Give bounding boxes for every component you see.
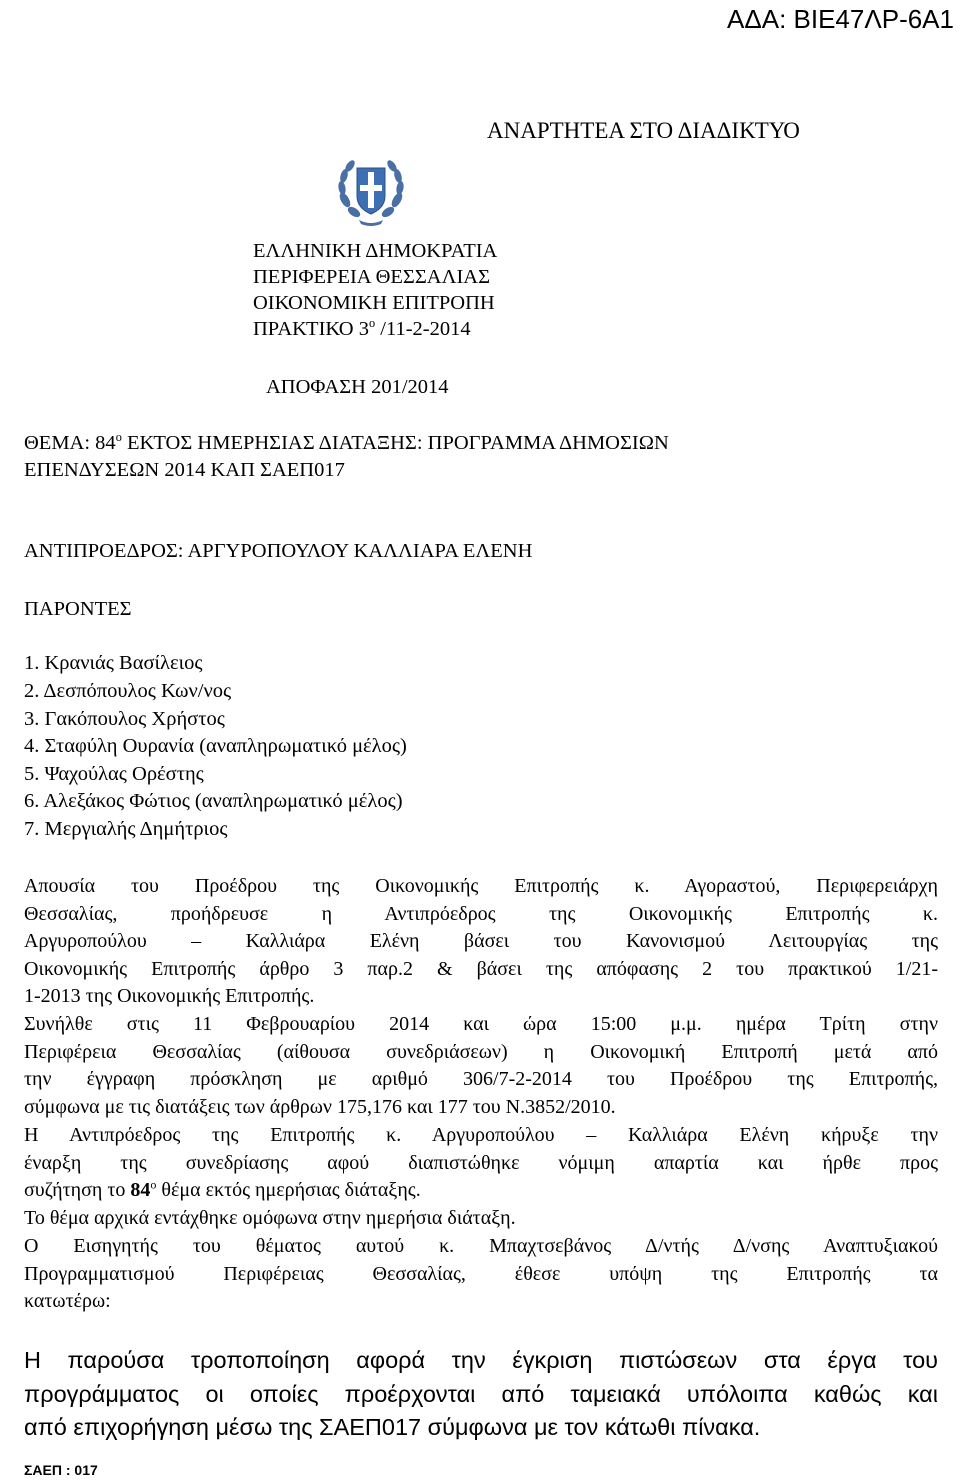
topic-ordinal: ο: [150, 1177, 157, 1192]
text-line: σύμφωνα με τις διατάξεις των άρθρων 175,176 και 177 του Ν.3852/2010.: [24, 1095, 616, 1118]
subject-prefix: ΘΕΜΑ: 84: [24, 432, 116, 454]
text-line: Οικονομικής Επιτροπής άρθρο 3 παρ.2 & βάσει της απόφασης 2 του πρακτικού 1/21-: [24, 957, 938, 980]
paragraph-meeting: [24, 1011, 938, 1121]
text-line: Το θέμα αρχικά εντάχθηκε ομόφωνα στην ημερήσια διάταξη.: [24, 1207, 516, 1229]
member-item: 1. Κρανιάς Βασίλειος: [24, 652, 203, 674]
text-line: Θεσσαλίας, προήδρευσε η Αντιπρόεδρος της Οικονομικής Επιτροπής κ.: [24, 902, 938, 925]
header-minutes: [253, 318, 471, 341]
footer-saep-code: ΣΑΕΠ : 017: [24, 1462, 98, 1478]
text-line: Συνήλθε στις 11 Φεβρουαρίου 2014 και ώρα 15:00 μ.μ. ημέρα Τρίτη στην: [24, 1013, 938, 1035]
paragraph-agenda: [24, 1205, 938, 1233]
greek-coat-of-arms-icon: [333, 152, 409, 228]
subject-line-1: [24, 432, 669, 455]
text-line: Η παρούσα τροποποίηση αφορά την έγκριση πιστώσεων στα έργα του: [24, 1347, 938, 1373]
post-online-notice: ΑΝΑΡΤΗΤΕΑ ΣΤΟ ΔΙΑΔΙΚΤΥΟ: [487, 118, 800, 143]
member-item: 7. Μεργιαλής Δημήτριος: [24, 818, 228, 840]
member-item: 6. Αλεξάκος Φώτιος (αναπληρωματικό μέλος): [24, 790, 403, 812]
text-line: την έγγραφη πρόσκληση με αριθμό 306/7-2-2014 του Προέδρου της Επιτροπής,: [24, 1068, 938, 1091]
vice-chair: ΑΝΤΙΠΡΟΕΔΡΟΣ: ΑΡΓΥΡΟΠΟΥΛΟΥ ΚΑΛΛΙΑΡΑ ΕΛΕΝΗ: [24, 540, 533, 562]
present-heading: ΠΑΡΟΝΤΕΣ: [24, 598, 132, 620]
header-region: ΠΕΡΙΦΕΡΕΙΑ ΘΕΣΣΑΛΙΑΣ: [253, 266, 491, 288]
decision-number: ΑΠΟΦΑΣΗ 201/2014: [266, 376, 449, 398]
topic-number: 84: [130, 1179, 151, 1202]
paragraph-absence: [24, 873, 938, 1011]
text-line: Προγραμματισμού Περιφέρειας Θεσσαλίας, έθεσε υπόψη της Επιτροπής τα: [24, 1262, 938, 1285]
text-line: 1-2013 της Οικονομικής Επιτροπής.: [24, 985, 315, 1008]
member-item: 5. Ψαχούλας Ορέστης: [24, 763, 204, 785]
text-line: προγράμματος οι οποίες προέρχονται από ταμειακά υπόλοιπα καθώς και: [24, 1380, 938, 1407]
subject-text: ΕΚΤΟΣ ΗΜΕΡΗΣΙΑΣ ΔΙΑΤΑΞΗΣ: ΠΡΟΓΡΑΜΜΑ ΔΗΜΟΣΙΩΝ: [121, 432, 669, 454]
text-line: Ο Εισηγητής του θέματος αυτού κ. Μπαχτσεβάνος Δ/ντής Δ/νσης Αναπτυξιακού: [24, 1235, 938, 1257]
member-item: 2. Δεσπόπουλος Κων/νος: [24, 680, 232, 702]
paragraph-rapporteur: [24, 1233, 938, 1316]
header-committee: ΟΙΚΟΝΟΜΙΚΗ ΕΠΙΤΡΟΠΗ: [253, 292, 495, 314]
minutes-date: /11-2-2014: [375, 318, 471, 340]
text-line: κατωτέρω:: [24, 1290, 111, 1313]
text-line: από επιχορήγηση μέσω της ΣΑΕΠ017 σύμφωνα με τον κάτωθι πίνακα.: [24, 1414, 761, 1440]
subject-line-2: ΕΠΕΝΔΥΣΕΩΝ 2014 ΚΑΠ ΣΑΕΠ017: [24, 459, 345, 481]
text-line: Περιφέρεια Θεσσαλίας (αίθουσα συνεδριάσεων) η Οικονομική Επιτροπή μετά από: [24, 1040, 938, 1063]
paragraph-opening: [24, 1122, 938, 1205]
paragraph-amendment: [24, 1344, 938, 1445]
text-fragment: θέμα εκτός ημερήσιας διάταξης.: [156, 1179, 421, 1202]
minutes-ordinal: ο: [368, 316, 376, 331]
text-line: Αργυροπούλου – Καλλιάρα Ελένη βάσει του Κανονισμού Λειτουργίας της: [24, 930, 938, 953]
header-republic: ΕΛΛΗΝΙΚΗ ΔΗΜΟΚΡΑΤΙΑ: [253, 240, 498, 262]
ada-code: ΑΔΑ: ΒΙΕ47ΛΡ-6Α1: [727, 4, 954, 34]
member-item: 3. Γακόπουλος Χρήστος: [24, 708, 225, 730]
text-line: Απουσία του Προέδρου της Οικονομικής Επιτροπής κ. Αγοραστού, Περιφερειάρχη: [24, 875, 938, 897]
minutes-prefix: ΠΡΑΚΤΙΚΟ 3: [253, 318, 369, 340]
member-item: 4. Σταφύλη Ουρανία (αναπληρωματικό μέλος): [24, 735, 407, 757]
subject-ordinal: ο: [115, 430, 122, 445]
text-line: [24, 1177, 938, 1205]
text-line: Η Αντιπρόεδρος της Επιτροπής κ. Αργυροπούλου – Καλλιάρα Ελένη κήρυξε την: [24, 1124, 938, 1146]
text-fragment: συζήτηση το: [24, 1179, 131, 1202]
text-line: έναρξη της συνεδρίασης αφού διαπιστώθηκε νόμιμη απαρτία και ήρθε προς: [24, 1151, 938, 1174]
